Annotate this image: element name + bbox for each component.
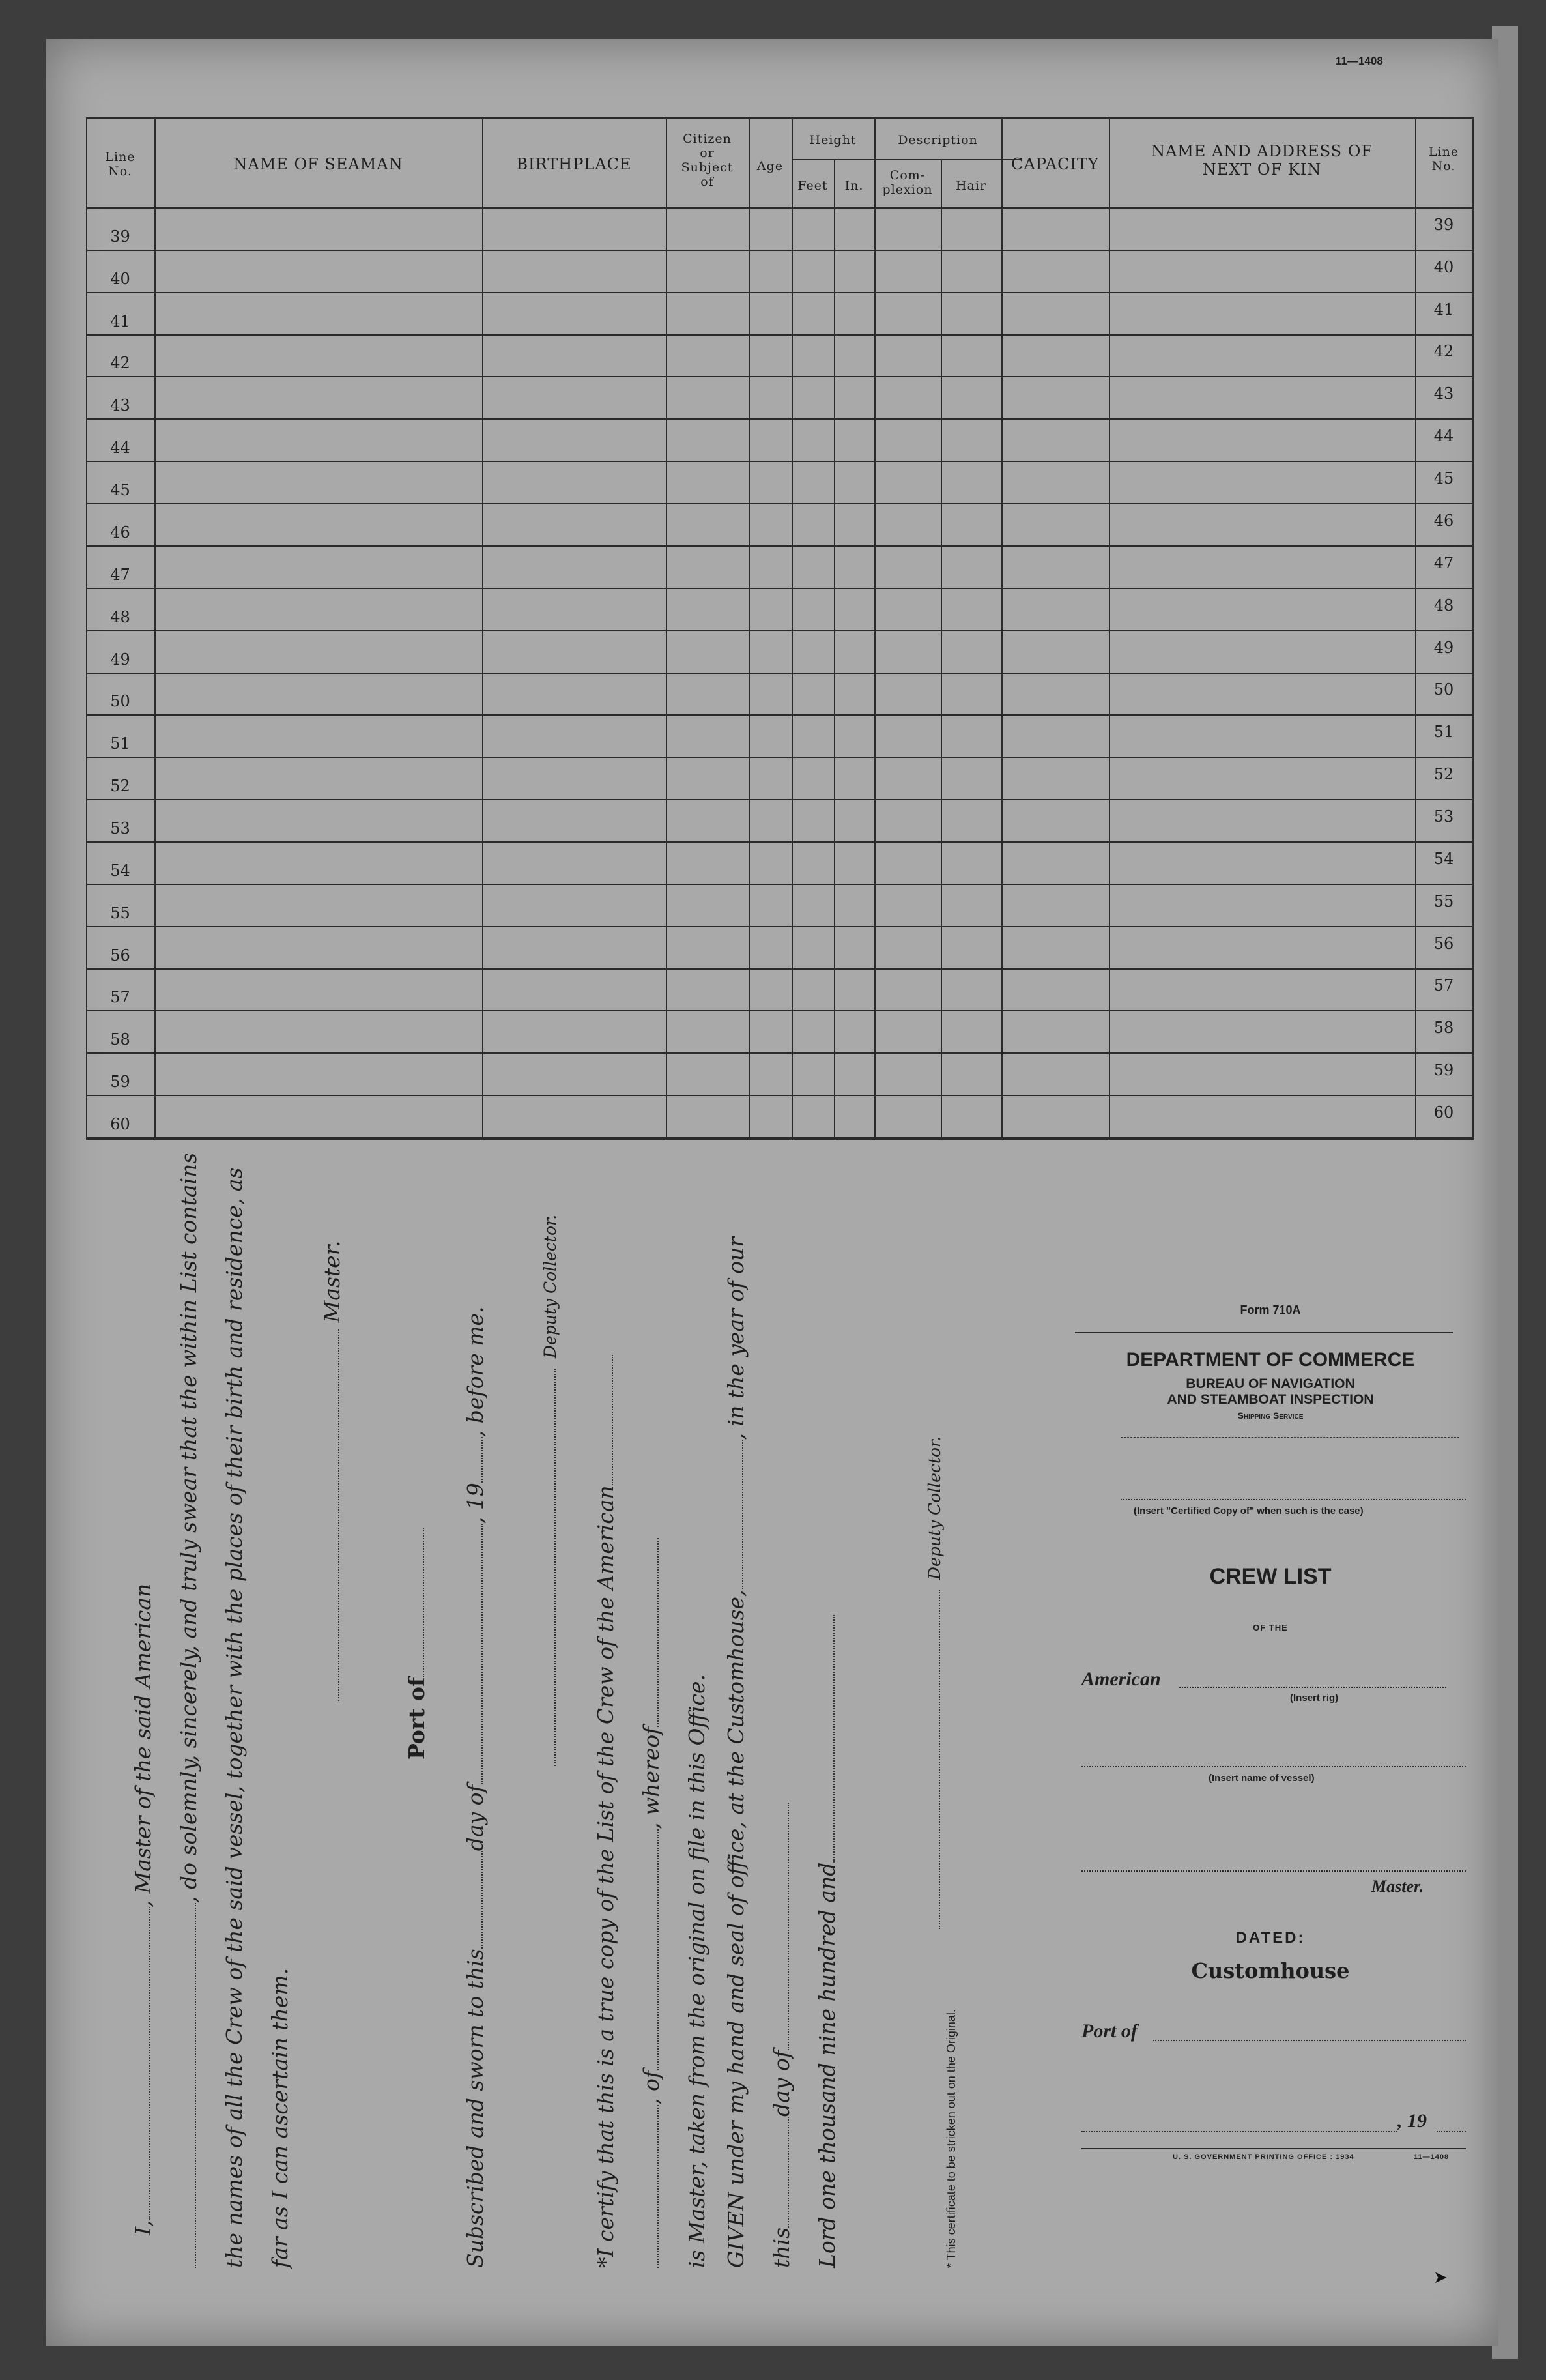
row-rule xyxy=(86,714,1474,716)
row-rule xyxy=(86,250,1474,251)
row-rule xyxy=(86,334,1474,336)
row-rule xyxy=(86,418,1474,420)
row-number-right: 56 xyxy=(1433,934,1454,953)
form-number-top: 11—1408 xyxy=(1336,55,1383,67)
row-number-right: 46 xyxy=(1433,511,1454,530)
subscribed-line: Subscribed and sworn to thisday of, 19, before me. xyxy=(463,1306,488,2268)
row-number-right: 49 xyxy=(1433,638,1454,657)
crew-table xyxy=(86,117,1474,1140)
table-top-rule xyxy=(86,117,1474,119)
arrow-marker: ➤ xyxy=(1433,2268,1448,2287)
row-number-right: 41 xyxy=(1433,300,1454,319)
header-line-no-right: Line No. xyxy=(1428,145,1459,173)
row-number-right: 45 xyxy=(1433,469,1454,488)
row-rule xyxy=(86,376,1474,377)
row-number-left: 42 xyxy=(110,354,130,373)
row-number-right: 51 xyxy=(1433,723,1454,742)
header-feet: Feet xyxy=(797,179,828,193)
crew-list-title: CREW LIST xyxy=(1209,1564,1332,1589)
row-number-right: 53 xyxy=(1433,807,1454,826)
row-number-left: 49 xyxy=(110,650,130,669)
row-number-left: 55 xyxy=(110,903,130,922)
certify-line: *I certify that this is a true copy of the List of the Crew of the American xyxy=(593,1355,618,2268)
row-number-left: 56 xyxy=(110,946,130,965)
header-age: Age xyxy=(756,159,784,173)
customhouse-label: Customhouse xyxy=(1191,1958,1350,1983)
of-whereof-line: , of, whereof xyxy=(638,1538,664,2268)
form-number: Form 710A xyxy=(1240,1303,1301,1316)
oath-section xyxy=(98,1152,1010,2281)
header-citizen: Citizen or Subject of xyxy=(681,132,734,189)
row-number-left: 50 xyxy=(110,692,130,711)
header-capacity: CAPACITY xyxy=(1011,155,1099,173)
row-rule xyxy=(86,588,1474,589)
cover-block xyxy=(1075,1303,1466,2248)
row-number-left: 51 xyxy=(110,734,130,753)
row-number-left: 41 xyxy=(110,312,130,330)
row-number-left: 44 xyxy=(110,439,130,457)
row-number-left: 54 xyxy=(110,861,130,880)
year-19-label: , 19 xyxy=(1397,2110,1427,2132)
row-number-right: 47 xyxy=(1433,553,1454,572)
port-of-label: Port of xyxy=(1081,2020,1138,2042)
row-number-right: 59 xyxy=(1433,1061,1454,1080)
oath-line-4: far as I can ascertain them. xyxy=(267,1967,293,2268)
insert-vessel-note: (Insert name of vessel) xyxy=(1209,1773,1315,1784)
master-label: Master. xyxy=(1371,1877,1424,1896)
row-number-left: 59 xyxy=(110,1073,130,1092)
row-rule xyxy=(86,841,1474,843)
master-signature-line: Master. xyxy=(319,1241,345,1701)
insert-rig-note: (Insert rig) xyxy=(1290,1692,1339,1704)
header-line-no-left: Line No. xyxy=(105,150,136,179)
deputy-collector-line-2: Deputy Collector. xyxy=(925,1436,944,1929)
row-number-right: 48 xyxy=(1433,596,1454,615)
row-number-right: 39 xyxy=(1433,215,1454,234)
row-number-left: 52 xyxy=(110,777,130,796)
header-inches: In. xyxy=(844,179,864,193)
header-next-of-kin: NAME AND ADDRESS OF NEXT OF KIN xyxy=(1151,142,1373,179)
row-number-right: 58 xyxy=(1433,1019,1454,1038)
row-number-left: 48 xyxy=(110,607,130,626)
row-rule xyxy=(86,926,1474,927)
printing-office: U. S. GOVERNMENT PRINTING OFFICE : 1934 xyxy=(1173,2153,1354,2161)
row-number-left: 58 xyxy=(110,1030,130,1049)
bureau-line-1: BUREAU OF NAVIGATION xyxy=(1186,1376,1355,1391)
row-number-left: 53 xyxy=(110,819,130,837)
table-header-rule xyxy=(86,207,1474,209)
lord-line: Lord one thousand nine hundred and xyxy=(814,1615,840,2268)
row-rule xyxy=(86,1052,1474,1054)
deputy-collector-line-1: Deputy Collector. xyxy=(541,1215,560,1766)
row-number-right: 54 xyxy=(1433,849,1454,868)
row-number-left: 47 xyxy=(110,565,130,584)
header-description: Description xyxy=(898,133,978,147)
printing-form-no: 11—1408 xyxy=(1414,2153,1450,2161)
row-number-left: 45 xyxy=(110,481,130,500)
shipping-service: Shipping Service xyxy=(1237,1410,1304,1421)
row-number-right: 44 xyxy=(1433,427,1454,446)
row-rule xyxy=(86,630,1474,631)
row-number-right: 50 xyxy=(1433,680,1454,699)
row-rule xyxy=(86,1010,1474,1011)
this-day-line: thisday of xyxy=(769,1803,794,2268)
given-line: GIVEN under my hand and seal of office, at the Customhouse,, in the year of our xyxy=(723,1237,749,2268)
row-number-left: 57 xyxy=(110,988,130,1007)
row-rule xyxy=(86,292,1474,293)
row-number-right: 55 xyxy=(1433,892,1454,910)
row-number-right: 52 xyxy=(1433,765,1454,784)
is-master-line: is Master, taken from the original on file in this Office. xyxy=(684,1674,709,2268)
row-rule xyxy=(86,673,1474,674)
oath-line-1: I,, Master of the said American xyxy=(130,1583,156,2235)
header-hair: Hair xyxy=(955,179,987,193)
header-complexion: Com- plexion xyxy=(882,168,933,197)
row-number-right: 40 xyxy=(1433,257,1454,276)
of-the: OF THE xyxy=(1253,1623,1288,1633)
header-name-of-seaman: NAME OF SEAMAN xyxy=(233,155,403,173)
row-number-left: 39 xyxy=(110,227,130,246)
bureau-line-2: AND STEAMBOAT INSPECTION xyxy=(1167,1392,1374,1407)
row-number-right: 60 xyxy=(1433,1103,1454,1122)
row-number-left: 40 xyxy=(110,269,130,288)
row-number-left: 46 xyxy=(110,523,130,542)
footnote: * This certificate to be stricken out on the Original. xyxy=(945,2009,958,2268)
insert-certified-note: (Insert "Certified Copy of" when such is the case) xyxy=(1134,1505,1364,1517)
row-rule xyxy=(86,968,1474,970)
row-number-right: 43 xyxy=(1433,385,1454,403)
row-rule xyxy=(86,503,1474,504)
row-rule xyxy=(86,757,1474,758)
oath-line-2: , do solemnly, sincerely, and truly swear that the within List contains xyxy=(176,1153,201,2268)
row-number-right: 42 xyxy=(1433,342,1454,361)
row-number-left: 60 xyxy=(110,1115,130,1133)
row-rule xyxy=(86,545,1474,547)
table-bottom-rule xyxy=(86,1137,1474,1140)
height-desc-subrule xyxy=(792,159,1021,160)
row-rule xyxy=(86,461,1474,462)
row-rule xyxy=(86,884,1474,885)
row-number-right: 57 xyxy=(1433,976,1454,995)
header-birthplace: BIRTHPLACE xyxy=(516,155,632,173)
header-height: Height xyxy=(809,133,857,147)
port-of-line: Port of xyxy=(404,1528,429,1760)
row-rule xyxy=(86,1095,1474,1096)
oath-line-3: the names of all the Crew of the said vessel, together with the places of their birth and residence, as xyxy=(222,1167,247,2268)
row-rule xyxy=(86,799,1474,800)
department-title: DEPARTMENT OF COMMERCE xyxy=(1126,1349,1415,1371)
row-number-left: 43 xyxy=(110,396,130,415)
dated-label: DATED: xyxy=(1235,1929,1306,1947)
american-label: American xyxy=(1081,1668,1161,1690)
